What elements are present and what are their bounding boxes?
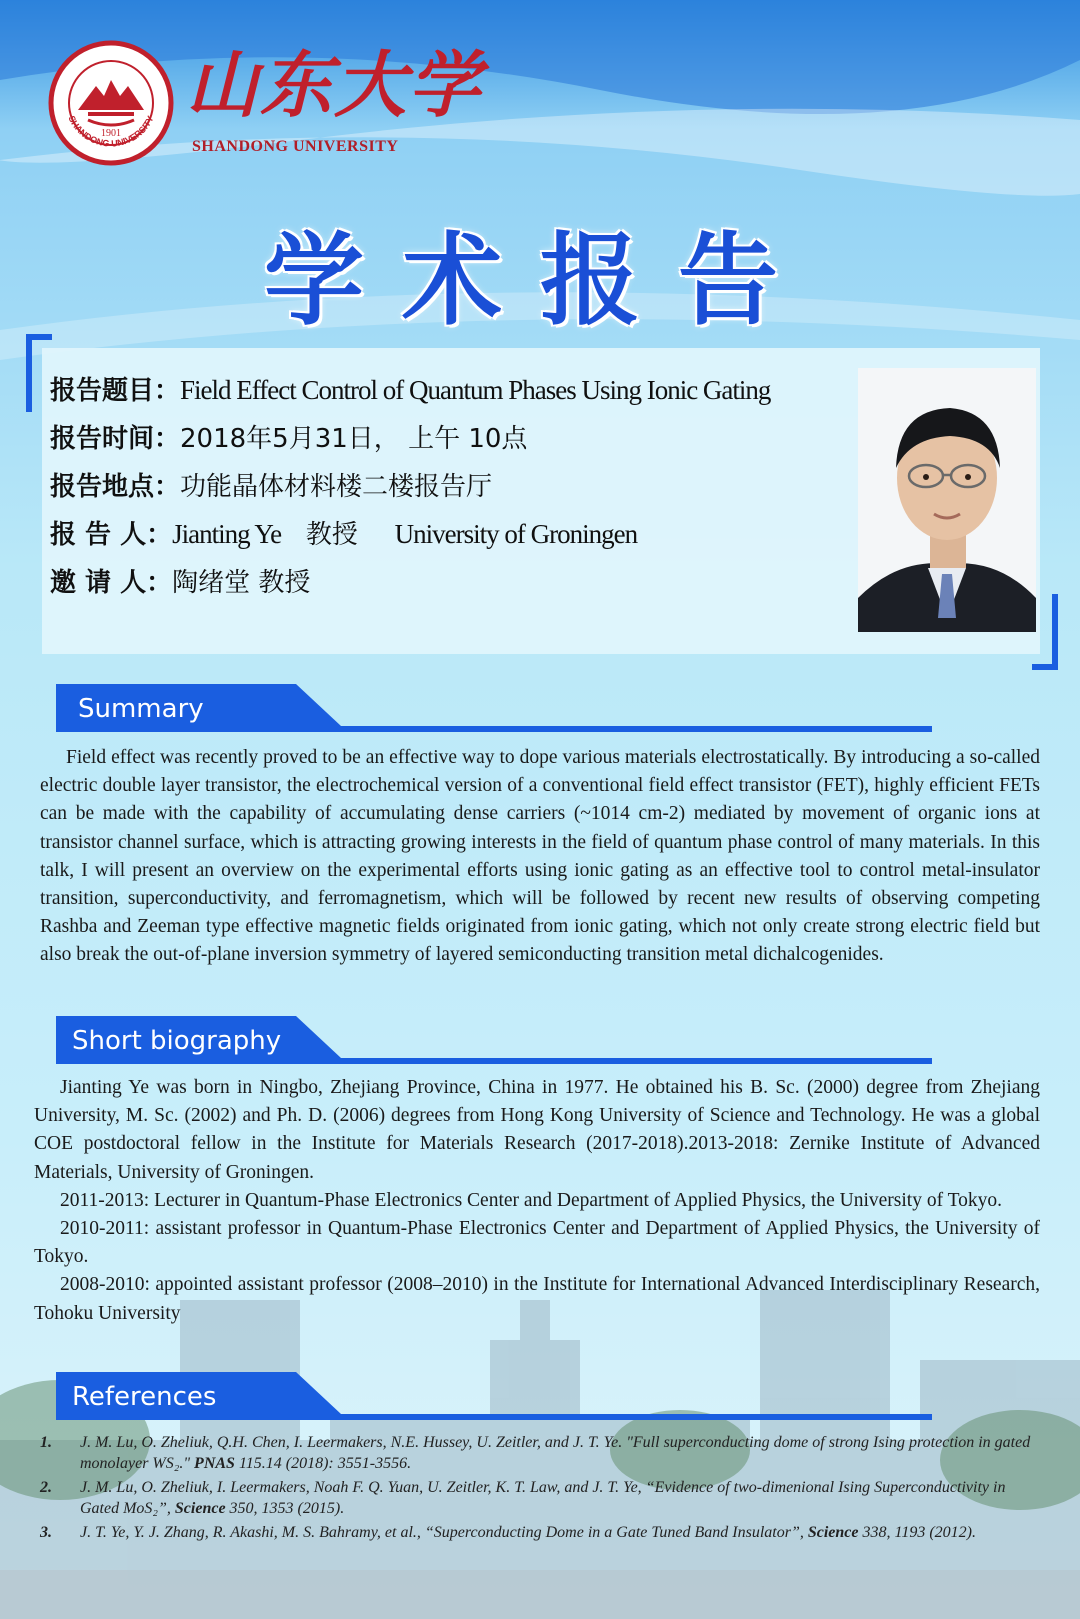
reference-number: 1.	[40, 1434, 52, 1451]
university-name-english: SHANDONG UNIVERSITY	[192, 138, 399, 155]
references-header	[56, 1372, 932, 1422]
biography-heading: Short biography	[72, 1026, 282, 1056]
reference-journal: Science	[174, 1500, 226, 1517]
summary-paragraph: Field effect was recently proved to be an effective way to dope various materials electrostatically. By introducing a so-called electric double layer transistor, the electrochemical version of a conventional field effect transistor (FET), highly efficient FETs can be made with the capability of accumulating dense carriers (~1014 cm-2) mediated by movement of organic ions at transistor channel surface, which is attracting growing interests in the field of quantum phase control of many materials. In this talk, I will present an overview on the experimental efforts using ionic gating as an effective tool to control metal-insulator transition, superconductivity, and ferromagnetism, which will be followed by recent new results of observing competing Rashba and Zeeman type effective magnetic fields originated from ionic gating, which not only create strong electric field but also break the out-of-plane inversion symmetry of layered semiconducting transition metal dichalcogenides.	[40, 747, 1040, 966]
talk-place-label: 报告地点：	[50, 472, 181, 502]
speaker-affiliation: University of Groningen	[394, 519, 638, 549]
talk-title-label: 报告题目：	[50, 376, 181, 406]
reference-item	[40, 1477, 1040, 1519]
reference-text: J. T. Ye, Y. J. Zhang, R. Akashi, M. S. Bahramy, et al., “Superconducting Dome in a Gate Tuned Band Insulator”,	[80, 1524, 808, 1541]
poster-main-title: 学术报告	[264, 222, 816, 339]
university-seal-logo	[48, 40, 174, 166]
talk-title-row	[50, 370, 770, 407]
biography-paragraph: 2008-2010: appointed assistant professor (2008–2010) in the Institute for International Advanced Interdisciplinary Research, Tohoku University	[34, 1274, 1040, 1324]
reference-item	[40, 1432, 1040, 1474]
reference-text: J. M. Lu, O. Zheliuk, Q.H. Chen, I. Leermakers, N.E. Hussey, U. Zeitler, and J. T. Ye. "Full superconducting dome of strong Ising protection in gated monolayer WS₂."	[80, 1434, 1031, 1472]
biography-paragraph: 2011-2013: Lecturer in Quantum-Phase Electronics Center and Department of Applied Physics, the University of Tokyo.	[60, 1189, 1003, 1211]
summary-heading: Summary	[78, 694, 204, 724]
speaker-name: Jianting Ye	[172, 519, 282, 549]
speaker-photo	[858, 368, 1036, 632]
reference-citation: 350, 1353 (2015).	[225, 1500, 345, 1517]
speaker-title: 教授	[305, 520, 358, 550]
inviter-label: 邀 请 人：	[50, 568, 173, 598]
reference-journal: PNAS	[194, 1455, 235, 1472]
speaker-label: 报 告 人：	[50, 520, 173, 550]
reference-citation: 338, 1193 (2012).	[858, 1524, 976, 1541]
talk-place-row	[50, 466, 492, 503]
biography-paragraph: Jianting Ye was born in Ningbo, Zhejiang Province, China in 1977. He obtained his B. Sc. (2000) degree from Zhejiang University, M. Sc. (2002) and Ph. D. (2006) degrees from Hong Kong University of Science and Technology. He was a global COE postdoctoral fellow in the Institute for Materials Research (2017-2018).2013-2018: Zernike Institute of Advanced Materials, University of Groningen.	[34, 1077, 1040, 1183]
biography-text	[34, 1074, 1040, 1328]
reference-text: J. M. Lu, O. Zheliuk, I. Leermakers, Noah F. Q. Yuan, U. Zeitler, K. T. Law, and J. T. Ye, “Evidence of two-dimenional Ising Superconductivity in Gated MoS₂”,	[80, 1479, 1006, 1517]
talk-title-value: Field Effect Control of Quantum Phases Using Ionic Gating	[180, 375, 771, 405]
reference-item	[40, 1522, 1040, 1543]
seal-year: 1901	[101, 128, 121, 139]
talk-time-value: 2018年5月31日， 上午 10点	[180, 424, 528, 454]
university-name-chinese: 山东大学	[186, 42, 483, 127]
summary-text	[40, 744, 1040, 970]
references-heading: References	[72, 1382, 217, 1412]
reference-citation: 115.14 (2018): 3551-3556.	[234, 1455, 412, 1472]
summary-header	[56, 684, 932, 734]
talk-time-label: 报告时间：	[50, 424, 181, 454]
biography-paragraph: 2010-2011: assistant professor in Quantum-Phase Electronics Center and Department of Applied Physics, the University of Tokyo.	[34, 1218, 1040, 1268]
inviter-row	[50, 562, 310, 599]
talk-place-value: 功能晶体材料楼二楼报告厅	[180, 472, 493, 502]
reference-journal: Science	[807, 1524, 859, 1541]
biography-header	[56, 1016, 932, 1066]
speaker-row	[50, 514, 637, 551]
bracket-decoration-left	[26, 334, 52, 412]
talk-time-row	[50, 418, 527, 455]
reference-number: 3.	[40, 1524, 52, 1541]
seal-text: SHANDONG UNIVERSITY	[66, 114, 156, 149]
inviter-value: 陶绪堂 教授	[172, 568, 311, 598]
reference-number: 2.	[40, 1479, 52, 1496]
